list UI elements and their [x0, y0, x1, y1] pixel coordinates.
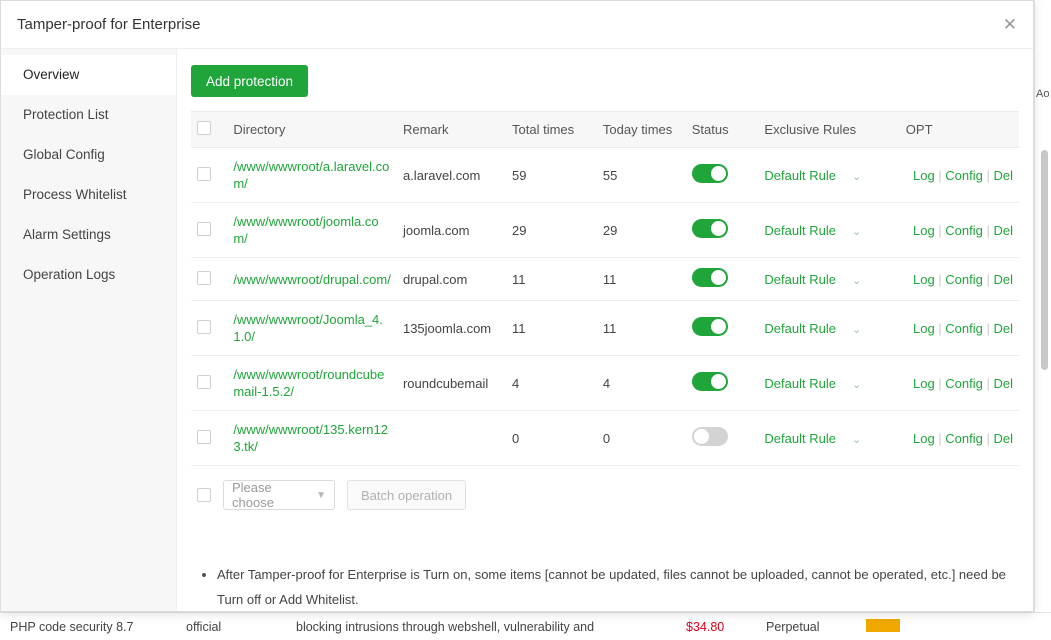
plugin-name: PHP code security 8.7: [10, 619, 134, 634]
sidebar-item-alarm-settings[interactable]: [1, 215, 176, 255]
total-times-value: 29: [506, 203, 597, 258]
exclusive-rule-select[interactable]: [764, 321, 861, 336]
plugin-vendor: official: [186, 619, 222, 634]
log-link[interactable]: Log: [912, 375, 935, 391]
config-link[interactable]: Config: [945, 320, 983, 336]
remark-value: a.laravel.com: [397, 148, 506, 203]
total-times-value: 59: [506, 148, 597, 203]
exclusive-rule-select[interactable]: [764, 431, 861, 446]
batch-operation-select[interactable]: [223, 480, 335, 510]
today-times-value: 29: [597, 203, 686, 258]
column-opt: OPT: [900, 112, 1019, 148]
directory-link[interactable]: /www/wwwroot/joomla.com/: [233, 214, 379, 246]
table-header-row: [191, 112, 1019, 148]
exclusive-rule-value: Default Rule: [764, 375, 836, 391]
delete-link[interactable]: Del: [993, 375, 1013, 391]
row-checkbox[interactable]: [197, 320, 211, 334]
sidebar-item-global-config[interactable]: [1, 135, 176, 175]
background-right-text: Ao: [1036, 88, 1050, 100]
total-times-value: 11: [506, 258, 597, 301]
batch-select-all-checkbox[interactable]: [197, 488, 211, 502]
chevron-down-icon: ⌄: [851, 433, 862, 446]
exclusive-rule-select[interactable]: [764, 223, 861, 238]
select-all-header: [191, 112, 227, 148]
delete-link[interactable]: Del: [993, 430, 1013, 446]
dialog-header: [1, 1, 1033, 49]
exclusive-rule-value: Default Rule: [764, 271, 836, 287]
notes-section: [191, 562, 1019, 612]
batch-operation-button[interactable]: Batch operation: [347, 480, 466, 510]
column-remark: Remark: [397, 112, 506, 148]
batch-operation-bar: [191, 466, 1019, 510]
add-protection-button[interactable]: Add protection: [191, 65, 308, 97]
sidebar-item-label: Protection List: [23, 107, 109, 122]
today-times-value: 0: [597, 411, 686, 466]
exclusive-rule-value: Default Rule: [764, 222, 836, 238]
table-row: /www/wwwroot/joomla.com/ joomla.com 29 29 Default Rule ⌄ Log | Config | Del: [191, 203, 1019, 258]
background-plugin-row: [0, 612, 1051, 640]
remark-value: drupal.com: [397, 258, 506, 301]
plugin-color-swatch: [856, 619, 926, 635]
row-checkbox[interactable]: [197, 375, 211, 389]
column-status: Status: [686, 112, 759, 148]
today-times-value: 11: [597, 258, 686, 301]
today-times-value: 55: [597, 148, 686, 203]
sidebar-item-overview[interactable]: [1, 55, 176, 95]
total-times-value: 4: [506, 356, 597, 411]
background-right-panel: [1034, 0, 1051, 612]
directory-link[interactable]: /www/wwwroot/a.laravel.com/: [233, 159, 390, 191]
chevron-down-icon: ⌄: [851, 225, 862, 238]
config-link[interactable]: Config: [945, 167, 983, 183]
sidebar-item-label: Operation Logs: [23, 267, 116, 282]
select-all-checkbox[interactable]: [197, 121, 211, 135]
row-checkbox[interactable]: [197, 271, 211, 285]
column-total-times: Total times: [506, 112, 597, 148]
column-directory: Directory: [227, 112, 397, 148]
remark-value: [397, 411, 506, 466]
log-link[interactable]: Log: [912, 430, 935, 446]
status-toggle[interactable]: [692, 164, 728, 183]
today-times-value: 4: [597, 356, 686, 411]
exclusive-rule-value: Default Rule: [764, 167, 836, 183]
status-toggle[interactable]: [692, 219, 728, 238]
plugin-price: $34.80: [686, 619, 725, 634]
table-row: /www/wwwroot/drupal.com/ drupal.com 11 11 Default Rule ⌄ Log | Config | Del: [191, 258, 1019, 301]
today-times-value: 11: [597, 301, 686, 356]
config-link[interactable]: Config: [945, 271, 983, 287]
remark-value: roundcubemail: [397, 356, 506, 411]
config-link[interactable]: Config: [945, 375, 983, 391]
sidebar-item-process-whitelist[interactable]: [1, 175, 176, 215]
table-row: /www/wwwroot/Joomla_4.1.0/ 135joomla.com 11 11 Default Rule ⌄ Log | Config | Del: [191, 301, 1019, 356]
log-link[interactable]: Log: [912, 271, 935, 287]
sidebar-item-label: Global Config: [23, 147, 105, 162]
dialog-body: [1, 49, 1033, 612]
batch-operation-select-value: Please choose: [232, 480, 274, 510]
directory-link[interactable]: /www/wwwroot/135.kern123.tk/: [233, 422, 388, 454]
remark-value: 135joomla.com: [397, 301, 506, 356]
exclusive-rule-select[interactable]: [764, 376, 861, 391]
log-link[interactable]: Log: [912, 320, 935, 336]
table-row: /www/wwwroot/roundcubemail-1.5.2/ roundcubemail 4 4 Default Rule ⌄ Log | Config | Del: [191, 356, 1019, 411]
chevron-down-icon: ⌄: [851, 274, 862, 287]
chevron-down-icon: ⌄: [851, 323, 862, 336]
exclusive-rule-value: Default Rule: [764, 430, 836, 446]
page-title: Tamper-proof for Enterprise: [17, 16, 201, 33]
plugin-description: blocking intrusions through webshell, vulnerability and: [296, 619, 595, 634]
delete-link[interactable]: Del: [993, 222, 1013, 238]
exclusive-rule-select[interactable]: [764, 272, 861, 287]
plugin-term: Perpetual: [766, 619, 820, 634]
chevron-down-icon: ⌄: [851, 378, 862, 391]
row-checkbox[interactable]: [197, 167, 211, 181]
exclusive-rule-select[interactable]: [764, 168, 861, 183]
status-toggle[interactable]: [692, 372, 728, 391]
log-link[interactable]: Log: [912, 222, 935, 238]
chevron-down-icon: ⌄: [851, 170, 862, 183]
directory-link[interactable]: /www/wwwroot/drupal.com/: [233, 271, 391, 287]
sidebar-item-operation-logs[interactable]: [1, 255, 176, 295]
log-link[interactable]: Log: [912, 167, 935, 183]
status-toggle[interactable]: [692, 268, 728, 287]
row-checkbox[interactable]: [197, 430, 211, 444]
status-toggle[interactable]: [692, 427, 728, 446]
remark-value: joomla.com: [397, 203, 506, 258]
table-row: /www/wwwroot/135.kern123.tk/ 0 0 Default Rule ⌄ Log | Config | Del: [191, 411, 1019, 466]
delete-link[interactable]: Del: [993, 320, 1013, 336]
total-times-value: 0: [506, 411, 597, 466]
config-link[interactable]: Config: [945, 222, 983, 238]
status-toggle[interactable]: [692, 317, 728, 336]
directory-link[interactable]: /www/wwwroot/Joomla_4.1.0/: [233, 312, 383, 344]
sidebar-item-label: Overview: [23, 67, 80, 82]
exclusive-rule-value: Default Rule: [764, 320, 836, 336]
sidebar: [1, 49, 177, 612]
protection-table: [191, 111, 1019, 466]
column-exclusive-rules: Exclusive Rules: [758, 112, 899, 148]
main-content: [177, 49, 1033, 612]
page-scrollbar[interactable]: [1041, 150, 1048, 370]
chevron-down-icon: ▼: [316, 489, 326, 501]
note-item: • After Tamper-proof for Enterprise is Turn on, some items [cannot be updated, files cannot be uploaded, cannot be operated, etc.] need be Turn off or Add Whitelist.: [217, 562, 1013, 612]
delete-link[interactable]: Del: [993, 271, 1013, 287]
column-today-times: Today times: [597, 112, 686, 148]
sidebar-item-label: Process Whitelist: [23, 187, 127, 202]
directory-link[interactable]: /www/wwwroot/roundcubemail-1.5.2/: [233, 367, 385, 399]
config-link[interactable]: Config: [945, 430, 983, 446]
delete-link[interactable]: Del: [993, 167, 1013, 183]
sidebar-item-protection-list[interactable]: [1, 95, 176, 135]
total-times-value: 11: [506, 301, 597, 356]
sidebar-item-label: Alarm Settings: [23, 227, 111, 242]
close-icon[interactable]: ✕: [1002, 15, 1017, 34]
row-checkbox[interactable]: [197, 222, 211, 236]
table-row: /www/wwwroot/a.laravel.com/ a.laravel.com 59 55 Default Rule ⌄ Log | Config | Del: [191, 148, 1019, 203]
